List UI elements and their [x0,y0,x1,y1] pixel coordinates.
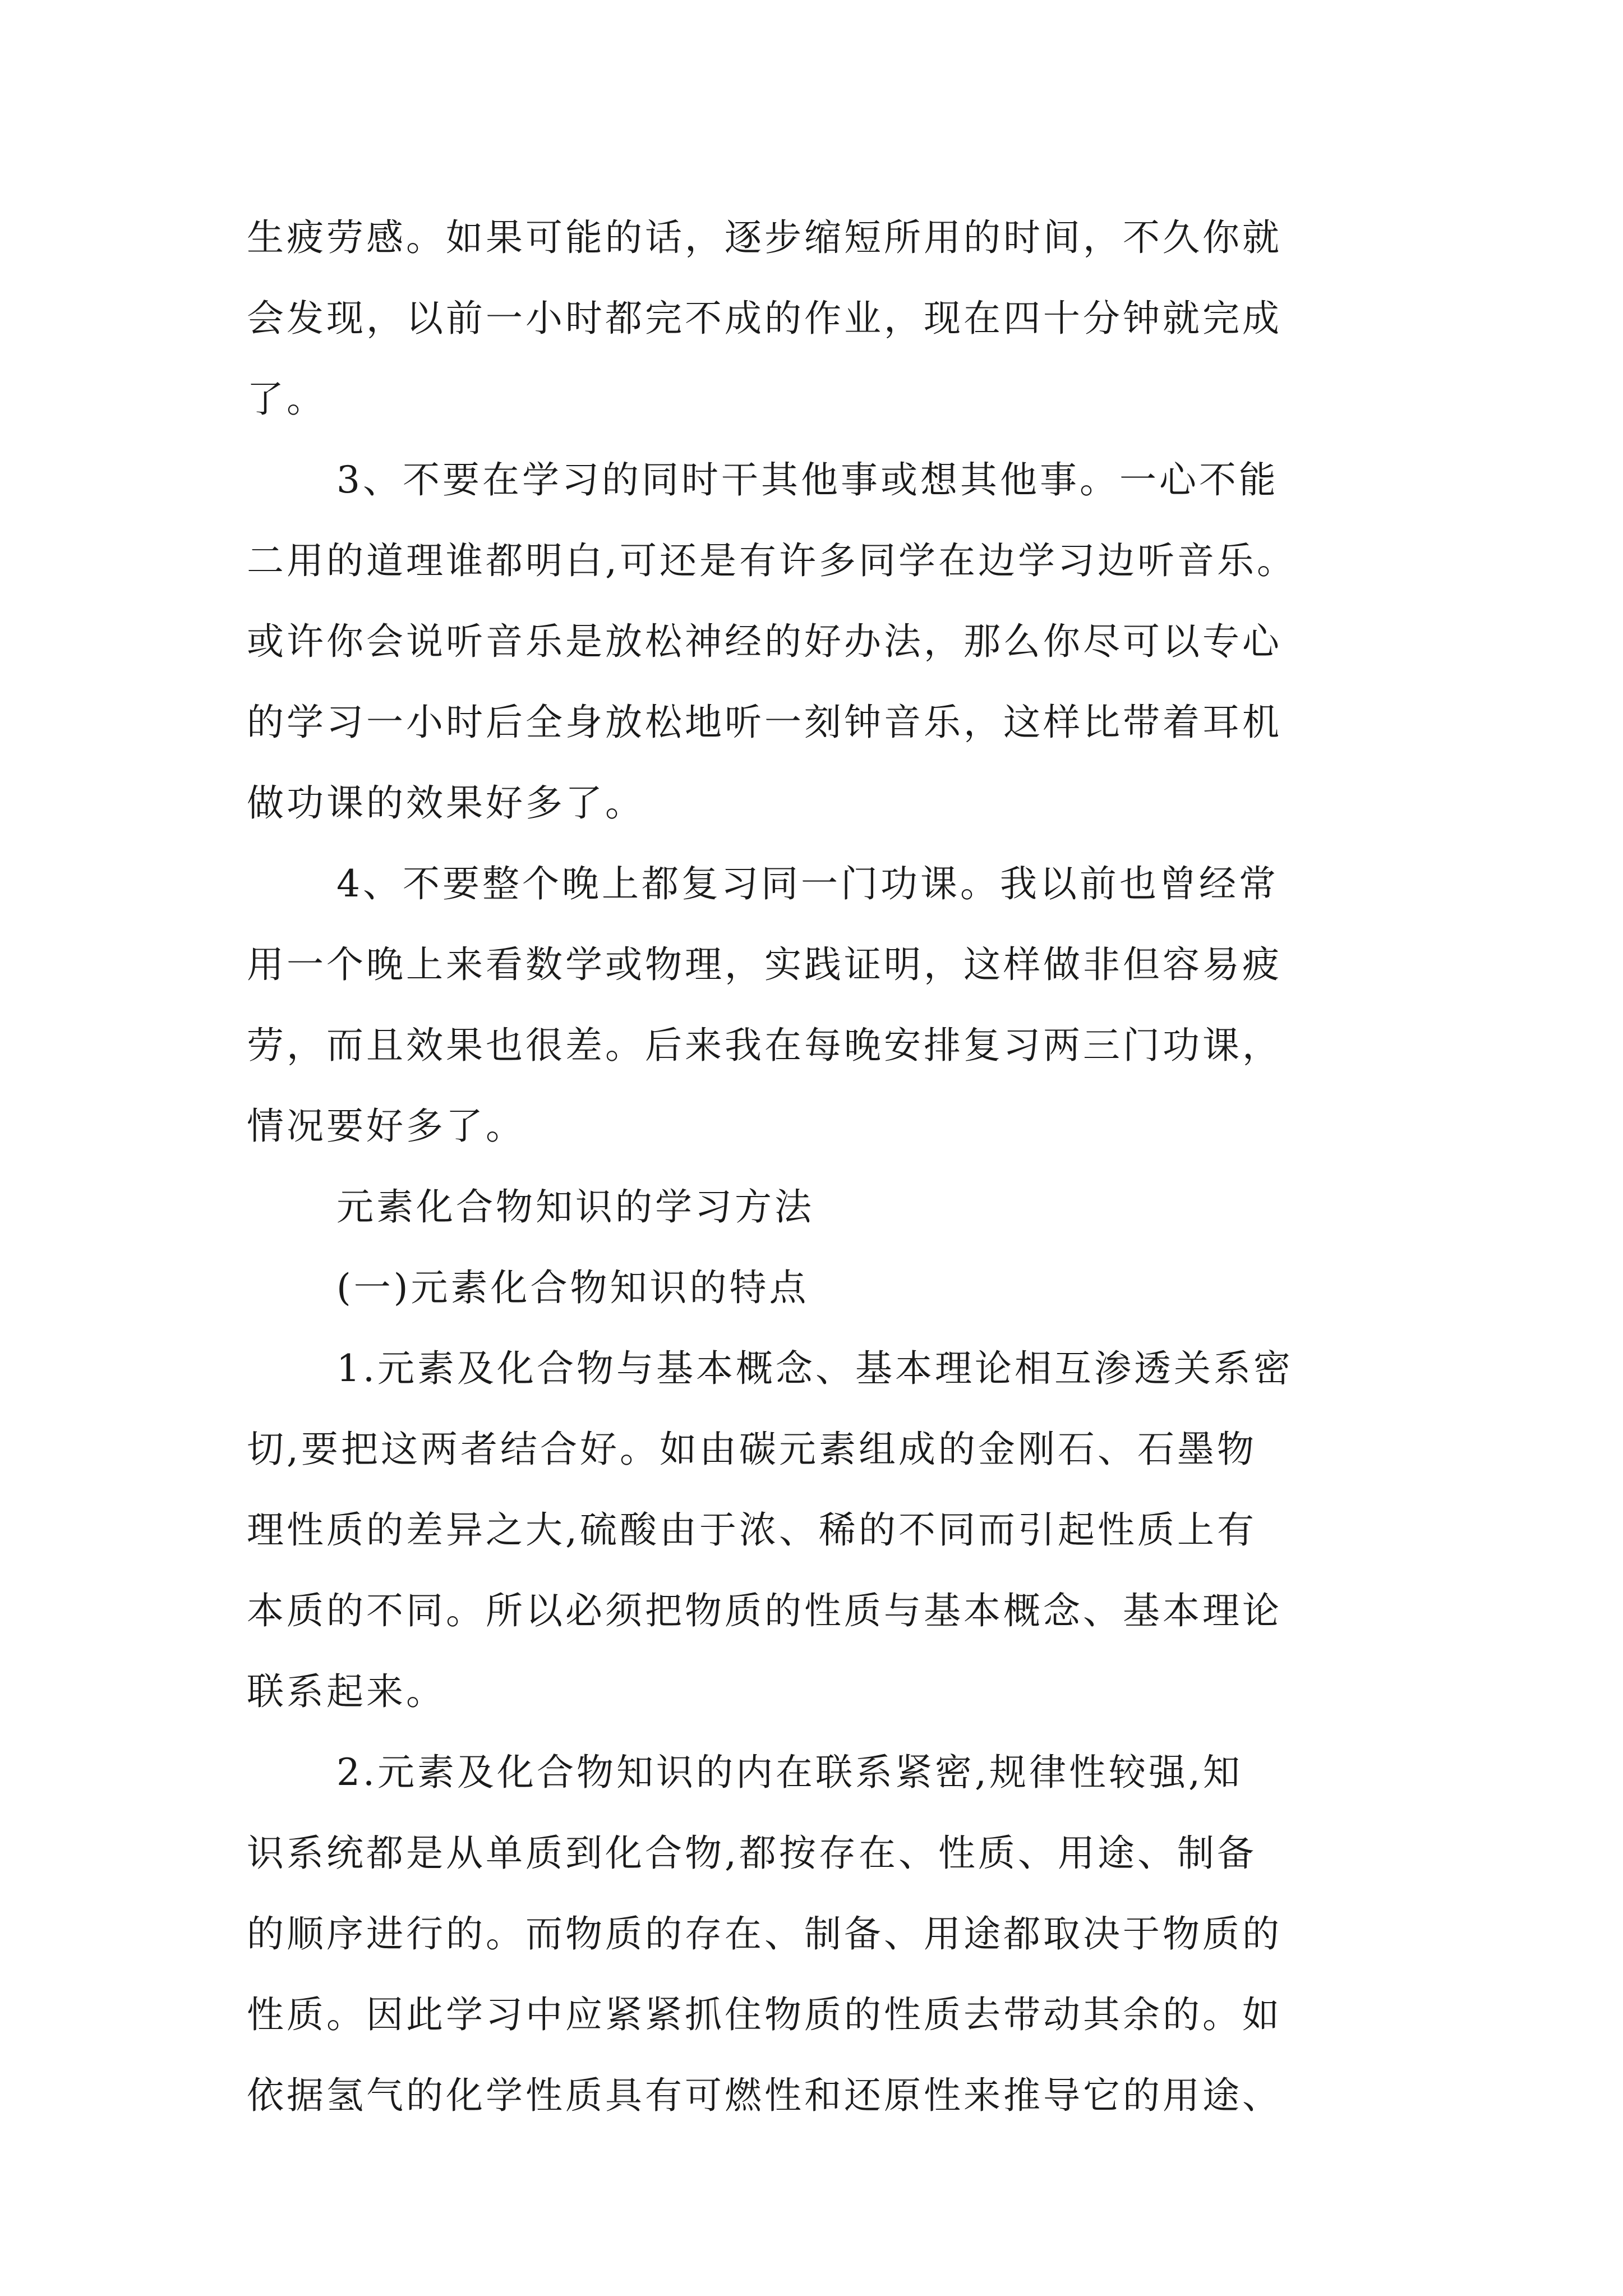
section-heading: 元素化合物知识的学习方法 [336,1185,814,1228]
text-line: 的顺序进行的。而物质的存在、制备、用途都取决于物质的 [247,1912,1282,1955]
text-line: 理性质的差异之大,硫酸由于浓、稀的不同而引起性质上有 [247,1508,1257,1552]
text-line: 切,要把这两者结合好。如由碳元素组成的金刚石、石墨物 [247,1428,1257,1471]
paragraph-start-3: 3、不要在学习的同时干其他事或想其他事。一心不能 [336,458,1279,501]
text-line: 依据氢气的化学性质具有可燃性和还原性来推导它的用途、 [247,2074,1282,2117]
text-line: 联系起来。 [247,1670,446,1713]
text-line: 的学习一小时后全身放松地听一刻钟音乐，这样比带着耳机 [247,701,1282,744]
text-line: 或许你会说听音乐是放松神经的好办法，那么你尽可以专心 [247,620,1282,663]
text-line: 会发现，以前一小时都完不成的作业，现在四十分钟就完成 [247,297,1282,340]
paragraph-start-2: 2.元素及化合物知识的内在联系紧密,规律性较强,知 [336,1751,1243,1794]
text-line: 做功课的效果好多了。 [247,781,645,825]
text-line: 了。 [247,378,326,421]
subsection-heading: (一)元素化合物知识的特点 [336,1266,809,1309]
text-line: 生疲劳感。如果可能的话，逐步缩短所用的时间，不久你就 [247,216,1282,259]
text-line: 劳，而且效果也很差。后来我在每晚安排复习两三门功课， [247,1024,1282,1067]
text-line: 二用的道理谁都明白,可还是有许多同学在边学习边听音乐。 [247,539,1297,582]
text-line: 识系统都是从单质到化合物,都按存在、性质、用途、制备 [247,1832,1257,1875]
text-line: 情况要好多了。 [247,1105,525,1148]
text-line: 性质。因此学习中应紧紧抓住物质的性质去带动其余的。如 [247,1993,1282,2036]
body-text [247,197,1391,2136]
paragraph-start-1: 1.元素及化合物与基本概念、基本理论相互渗透关系密 [336,1347,1293,1390]
text-line: 本质的不同。所以必须把物质的性质与基本概念、基本理论 [247,1589,1282,1632]
paragraph-start-4: 4、不要整个晚上都复习同一门功课。我以前也曾经常 [336,862,1279,905]
text-line: 用一个晚上来看数学或物理，实践证明，这样做非但容易疲 [247,943,1282,986]
